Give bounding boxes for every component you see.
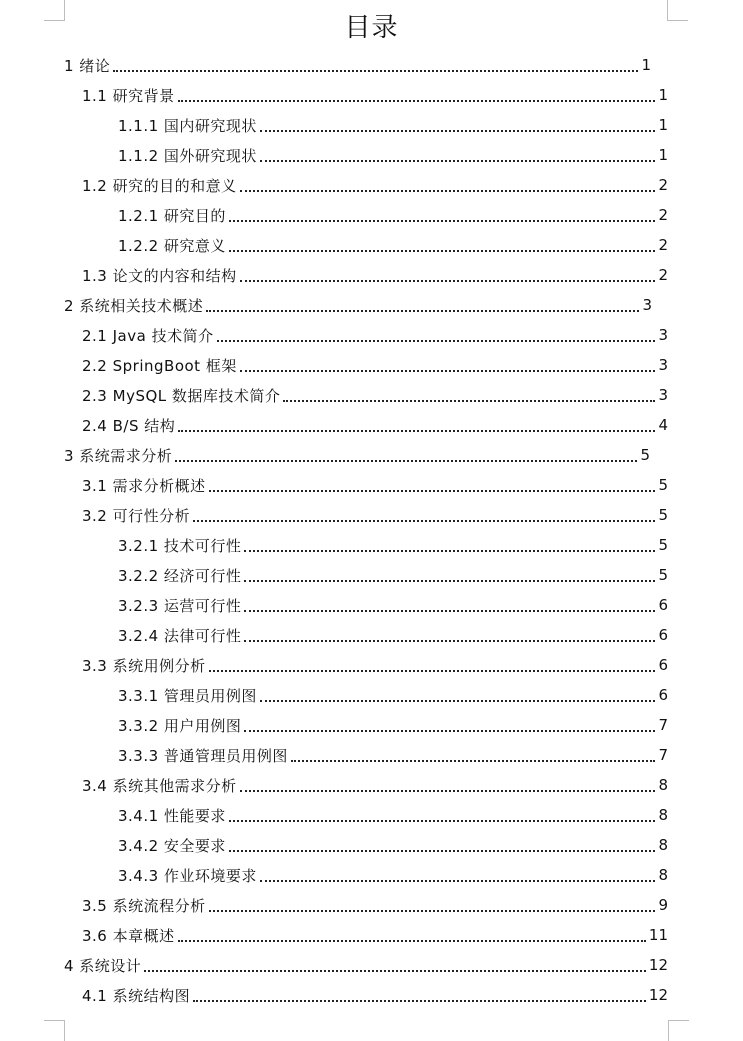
toc-entry-label: 3.2.3 运营可行性: [118, 596, 242, 615]
toc-entry-level-2[interactable]: [82, 980, 668, 1010]
toc-entry-level-3[interactable]: [118, 620, 668, 650]
toc-entry-label: 3.5 系统流程分析: [82, 896, 206, 915]
dot-leader: [229, 220, 656, 222]
toc-entry-page-number: 6: [658, 626, 668, 644]
toc-entry-label: 1 绪论: [64, 56, 111, 75]
toc-entry-label: 3.4 系统其他需求分析: [82, 776, 237, 795]
toc-entry-level-3[interactable]: [118, 590, 668, 620]
toc-entry-level-1[interactable]: [64, 290, 652, 320]
dot-leader: [291, 760, 656, 762]
toc-entry-label: 3.1 需求分析概述: [82, 476, 206, 495]
toc-entry-label: 4 系统设计: [64, 956, 142, 975]
toc-entry-level-3[interactable]: [118, 830, 668, 860]
toc-entry-label: 4.1 系统结构图: [82, 986, 191, 1005]
dot-leader: [209, 670, 656, 672]
dot-leader: [240, 790, 656, 792]
dot-leader: [260, 880, 656, 882]
toc-entry-page-number: 2: [658, 206, 668, 224]
page-corner-mark-bottom-right: [668, 1020, 689, 1041]
dot-leader: [175, 460, 637, 462]
toc-entry-page-number: 2: [658, 176, 668, 194]
toc-entry-level-3[interactable]: [118, 200, 668, 230]
toc-entry-label: 3.3.1 管理员用例图: [118, 686, 257, 705]
dot-leader: [209, 490, 656, 492]
toc-entry-label: 3.3.3 普通管理员用例图: [118, 746, 288, 765]
dot-leader: [193, 1000, 646, 1002]
toc-entry-label: 3.4.1 性能要求: [118, 806, 226, 825]
toc-entry-page-number: 6: [658, 596, 668, 614]
toc-entry-label: 3.3 系统用例分析: [82, 656, 206, 675]
toc-entry-label: 1.2.1 研究目的: [118, 206, 226, 225]
toc-entry-page-number: 3: [658, 386, 668, 404]
toc-entry-level-3[interactable]: [118, 110, 668, 140]
dot-leader: [244, 580, 655, 582]
toc-entry-level-2[interactable]: [82, 770, 668, 800]
toc-entry-level-3[interactable]: [118, 230, 668, 260]
dot-leader: [244, 640, 655, 642]
toc-entry-page-number: 7: [658, 716, 668, 734]
page-title: 目录: [344, 13, 399, 43]
toc-entry-level-1[interactable]: [64, 440, 650, 470]
toc-entry-level-2[interactable]: [82, 410, 668, 440]
toc-entry-level-3[interactable]: [118, 800, 668, 830]
dot-leader: [229, 850, 656, 852]
toc-entry-level-1[interactable]: [64, 950, 668, 980]
toc-entry-level-2[interactable]: [82, 320, 668, 350]
dot-leader: [178, 430, 655, 432]
toc-entry-page-number: 8: [658, 836, 668, 854]
toc-entry-page-number: 8: [658, 866, 668, 884]
toc-entry-label: 1.1.1 国内研究现状: [118, 116, 257, 135]
toc-entry-label: 3.2 可行性分析: [82, 506, 191, 525]
toc-entry-level-3[interactable]: [118, 530, 668, 560]
dot-leader: [260, 130, 656, 132]
toc-entry-page-number: 1: [658, 116, 668, 134]
dot-leader: [240, 190, 656, 192]
dot-leader: [193, 520, 655, 522]
toc-entry-page-number: 2: [658, 266, 668, 284]
toc-entry-page-number: 3: [642, 296, 652, 314]
dot-leader: [244, 610, 655, 612]
toc-entry-label: 2.2 SpringBoot 框架: [82, 356, 237, 375]
dot-leader: [244, 550, 655, 552]
toc-entry-page-number: 8: [658, 806, 668, 824]
toc-entry-page-number: 12: [648, 986, 668, 1004]
toc-entry-label: 1.3 论文的内容和结构: [82, 266, 237, 285]
toc-entry-page-number: 5: [658, 536, 668, 554]
toc-entry-page-number: 6: [658, 656, 668, 674]
toc-entry-level-3[interactable]: [118, 560, 668, 590]
toc-entry-level-2[interactable]: [82, 170, 668, 200]
dot-leader: [260, 700, 656, 702]
dot-leader: [229, 250, 656, 252]
toc-entry-page-number: 8: [658, 776, 668, 794]
toc-entry-page-number: 4: [658, 416, 668, 434]
toc-entry-page-number: 5: [658, 566, 668, 584]
dot-leader: [209, 910, 656, 912]
toc-entry-page-number: 9: [658, 896, 668, 914]
dot-leader: [240, 370, 656, 372]
toc-entry-label: 3.4.2 安全要求: [118, 836, 226, 855]
toc-entry-level-3[interactable]: [118, 680, 668, 710]
toc-entry-page-number: 3: [658, 356, 668, 374]
toc-entry-label: 2.4 B/S 结构: [82, 416, 176, 435]
toc-entry-label: 3 系统需求分析: [64, 446, 173, 465]
toc-entry-label: 2.3 MySQL 数据库技术简介: [82, 386, 281, 405]
dot-leader: [244, 730, 655, 732]
toc-entry-level-2[interactable]: [82, 380, 668, 410]
toc-entry-label: 2 系统相关技术概述: [64, 296, 204, 315]
toc-entry-page-number: 5: [658, 506, 668, 524]
toc-entry-label: 2.1 Java 技术简介: [82, 326, 214, 345]
page-corner-mark-bottom-left: [44, 1020, 65, 1041]
toc-entry-label: 3.4.3 作业环境要求: [118, 866, 257, 885]
dot-leader: [178, 100, 656, 102]
toc-entry-level-2[interactable]: [82, 350, 668, 380]
toc-entry-level-2[interactable]: [82, 650, 668, 680]
toc-entry-page-number: 2: [658, 236, 668, 254]
toc-entry-page-number: 5: [640, 446, 650, 464]
toc-entry-level-2[interactable]: [82, 470, 668, 500]
dot-leader: [240, 280, 656, 282]
toc-entry-level-3[interactable]: [118, 860, 668, 890]
toc-entry-label: 1.1.2 国外研究现状: [118, 146, 257, 165]
toc-entry-level-2[interactable]: [82, 80, 668, 110]
toc-entry-level-1[interactable]: [64, 50, 651, 80]
dot-leader: [283, 400, 655, 402]
toc-entry-label: 1.2.2 研究意义: [118, 236, 226, 255]
toc-entry-level-2[interactable]: [82, 920, 668, 950]
toc-entry-page-number: 7: [658, 746, 668, 764]
dot-leader: [113, 70, 638, 72]
toc-entry-page-number: 11: [648, 926, 668, 944]
toc-entry-label: 3.3.2 用户用例图: [118, 716, 242, 735]
toc-entry-page-number: 12: [648, 956, 668, 974]
toc-entry-level-3[interactable]: [118, 710, 668, 740]
toc-entry-label: 3.2.1 技术可行性: [118, 536, 242, 555]
dot-leader: [260, 160, 656, 162]
dot-leader: [144, 970, 646, 972]
toc-entry-page-number: 1: [658, 86, 668, 104]
toc-entry-label: 1.1 研究背景: [82, 86, 175, 105]
dot-leader: [178, 940, 646, 942]
toc-entry-page-number: 5: [658, 476, 668, 494]
toc-entry-label: 1.2 研究的目的和意义: [82, 176, 237, 195]
toc-entry-level-2[interactable]: [82, 500, 668, 530]
toc-entry-page-number: 1: [658, 146, 668, 164]
toc-entry-page-number: 3: [658, 326, 668, 344]
toc-entry-label: 3.2.2 经济可行性: [118, 566, 242, 585]
toc-entry-level-3[interactable]: [118, 140, 668, 170]
dot-leader: [229, 820, 656, 822]
toc-entry-level-3[interactable]: [118, 740, 668, 770]
toc-entry-level-2[interactable]: [82, 260, 668, 290]
toc-entry-level-2[interactable]: [82, 890, 668, 920]
toc-entry-label: 3.2.4 法律可行性: [118, 626, 242, 645]
dot-leader: [217, 340, 656, 342]
toc-entry-page-number: 6: [658, 686, 668, 704]
dot-leader: [206, 310, 639, 312]
toc-entry-page-number: 1: [641, 56, 651, 74]
toc-entry-label: 3.6 本章概述: [82, 926, 175, 945]
